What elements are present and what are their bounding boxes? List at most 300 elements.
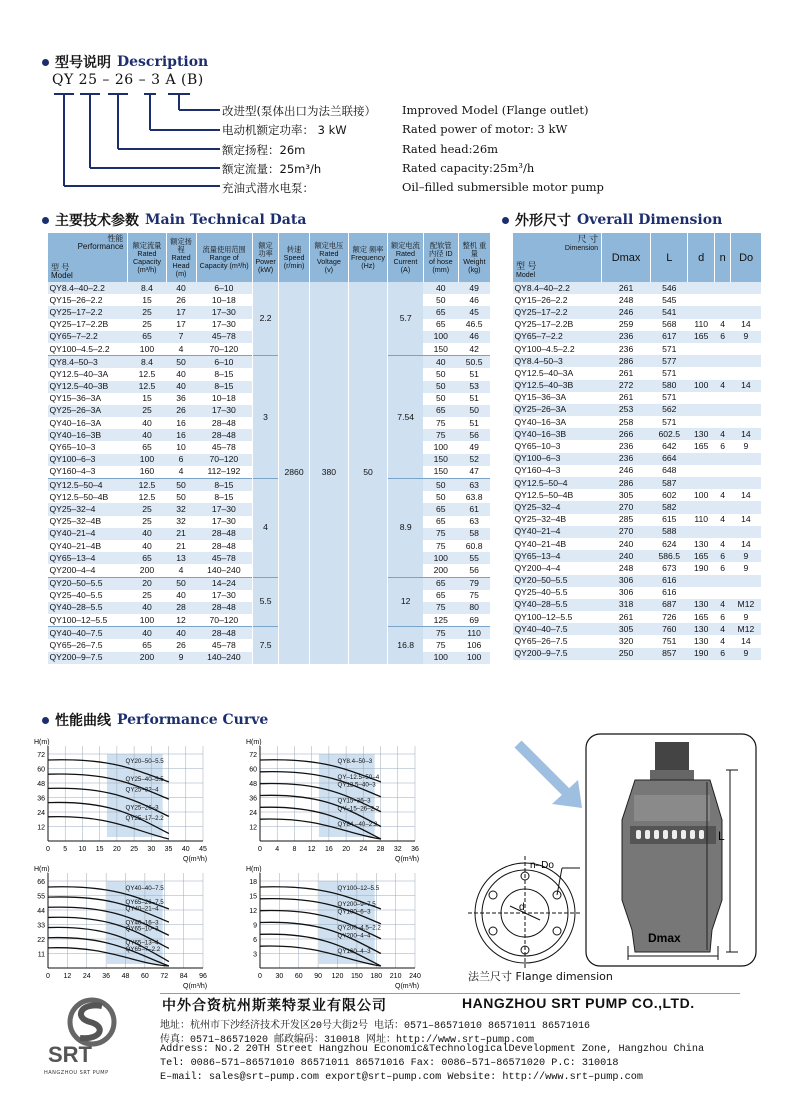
perf-cn: 性能 (107, 234, 124, 243)
y-tick-label: 72 (249, 752, 257, 759)
current-cell: 12 (387, 577, 423, 627)
table-cell: 568 (651, 319, 688, 331)
table-cell: 580 (651, 380, 688, 392)
table-cell: 8.4 (128, 282, 166, 294)
table-cell: 14–24 (196, 577, 252, 590)
table-cell: 14 (731, 319, 761, 331)
current-cell: 8.9 (387, 479, 423, 578)
table-cell: 46 (458, 294, 490, 306)
table-cell: QY25–32–4 (513, 501, 602, 513)
table-cell: QY160–4–3 (48, 466, 128, 479)
table-cell: 45 (458, 306, 490, 318)
table-cell: 40 (128, 540, 166, 552)
table-cell: 270 (602, 526, 651, 538)
y-tick-label: 60 (249, 766, 257, 774)
table-cell: 40 (128, 627, 166, 640)
y-tick-label: 60 (37, 766, 45, 774)
curve-label: QY–15–26–2.2 (337, 805, 380, 813)
table-cell: QY40–16–3A (48, 417, 128, 429)
table-cell: 236 (602, 453, 651, 465)
table-cell (715, 501, 731, 513)
table-cell (715, 416, 731, 428)
table-cell: 4 (715, 514, 731, 526)
main-data-heading (42, 210, 306, 230)
table-cell: 65 (423, 577, 458, 590)
dimension-table-wrap (512, 233, 761, 660)
y-tick-label: 12 (249, 908, 257, 915)
table-cell: 306 (602, 575, 651, 587)
table-cell (688, 343, 715, 355)
table-cell: M12 (731, 599, 761, 611)
table-cell (731, 587, 761, 599)
table-cell (731, 355, 761, 367)
table-cell: 6 (166, 454, 196, 466)
table-cell: 577 (651, 355, 688, 367)
table-cell: 17–30 (196, 405, 252, 417)
table-cell: 586.5 (651, 550, 688, 562)
desc-line-5: 充油式潜水电泵： (222, 181, 314, 195)
table-cell (688, 501, 715, 513)
col-hose: 配软管 内径 ID of hose (mm) (423, 233, 458, 282)
table-cell: 571 (651, 367, 688, 379)
dim-model-label (516, 262, 537, 280)
table-cell (715, 465, 731, 477)
curve-label: QY200–9–7.5 (337, 900, 376, 908)
x-tick-label: 15 (95, 846, 104, 853)
main-data-table (47, 233, 490, 664)
col-current: 额定电流 Rated Current (A) (387, 233, 423, 282)
table-row (513, 465, 762, 477)
table-cell: 266 (602, 428, 651, 440)
dim-model-cn: 型 号 (516, 261, 537, 271)
col-weight: 整机 重量 Weight (kg) (458, 233, 490, 282)
x-tick-label: 4 (275, 846, 280, 853)
table-cell: 53 (458, 381, 490, 393)
table-cell: 100 (423, 652, 458, 664)
table-cell: 17–30 (196, 590, 252, 602)
table-cell: 110 (688, 319, 715, 331)
y-tick-label: 24 (249, 810, 257, 817)
x-tick-label: 24 (359, 846, 368, 853)
table-cell: 125 (423, 614, 458, 627)
table-cell: 286 (602, 355, 651, 367)
table-cell: 190 (688, 648, 715, 660)
x-tick-label: 210 (389, 973, 402, 980)
x-tick-label: 32 (393, 846, 402, 853)
y-tick-label: 24 (37, 810, 45, 817)
table-cell: 760 (651, 623, 688, 635)
x-tick-label: 16 (324, 846, 333, 853)
col-d: d (688, 233, 715, 282)
table-cell: 9 (731, 562, 761, 574)
footer-line-3: Address: No.2 20TH Street Hangzhou Economic&TechnologicalDevelopment Zone, Hangzhou China (160, 1044, 705, 1055)
table-cell: 673 (651, 562, 688, 574)
table-cell: QY8.4–40–2.2 (513, 282, 602, 294)
table-cell: QY25–32–4 (48, 503, 128, 515)
table-cell: QY25–17–2.2B (513, 319, 602, 331)
table-cell (731, 501, 761, 513)
table-cell: 52 (458, 454, 490, 466)
x-tick-label: 180 (370, 973, 383, 980)
table-row (513, 526, 762, 538)
table-cell: 165 (688, 550, 715, 562)
table-cell (688, 575, 715, 587)
table-cell: 110 (458, 627, 490, 640)
y-tick-label: 11 (37, 951, 45, 959)
curve-label: QY25–26–3 (125, 804, 159, 812)
table-cell (715, 477, 731, 489)
table-row (513, 587, 762, 599)
table-cell: 40 (166, 381, 196, 393)
table-cell: 100 (688, 380, 715, 392)
table-cell: 75 (423, 417, 458, 429)
size-label (565, 235, 598, 253)
table-cell: QY12.5–40–3A (48, 368, 128, 380)
col-n: n (715, 233, 731, 282)
curve-title-en: Performance Curve (117, 712, 269, 728)
table-row (513, 404, 762, 416)
desc-line-3: 额定扬程：26m (222, 143, 306, 157)
table-cell: 10–18 (196, 393, 252, 405)
x-tick-label: 12 (63, 973, 72, 980)
table-cell: 12.5 (128, 368, 166, 380)
table-cell (688, 465, 715, 477)
curve-label: QY20–50–5.5 (125, 758, 164, 765)
table-cell: QY40–16–3B (48, 429, 128, 441)
table-cell (715, 306, 731, 318)
curve-label: QY40–16–3 (125, 919, 159, 927)
dim-corner-header (513, 233, 602, 282)
description-title-cn: 型号说明 (55, 55, 111, 71)
table-cell: QY100–12–5.5 (48, 614, 128, 627)
table-row (513, 611, 762, 623)
table-cell: QY40–21–4 (48, 528, 128, 540)
table-row (513, 294, 762, 306)
table-cell: 664 (651, 453, 688, 465)
table-cell: 12.5 (128, 479, 166, 492)
table-cell: QY100–4.5–2.2 (48, 343, 128, 356)
y-tick-label: 12 (249, 824, 257, 832)
table-cell: 14 (731, 635, 761, 647)
table-cell: 285 (602, 514, 651, 526)
table-cell: 50 (423, 393, 458, 405)
footer-line-2: 传真：0571–86571020 邮政编码：310018 网址：http://www.srt–pump.com (160, 1035, 535, 1046)
table-cell: 79 (458, 577, 490, 590)
model-code-bracket-lines (52, 88, 222, 193)
y-tick-label: 48 (249, 781, 257, 788)
y-tick-label: 18 (249, 879, 257, 886)
table-cell: 60.8 (458, 540, 490, 552)
x-tick-label: 90 (314, 973, 323, 980)
table-cell: 45–78 (196, 552, 252, 564)
table-cell (688, 587, 715, 599)
table-cell: 130 (688, 538, 715, 550)
table-cell: 4 (715, 380, 731, 392)
x-tick-label: 40 (181, 846, 190, 853)
table-cell: 4 (715, 599, 731, 611)
table-cell: QY12.5–40–3B (513, 380, 602, 392)
table-cell: 165 (688, 611, 715, 623)
table-cell: 259 (602, 319, 651, 331)
table-cell: 571 (651, 343, 688, 355)
table-cell: QY65–7–2.2 (48, 331, 128, 343)
table-cell: 200 (128, 652, 166, 664)
q-axis-label: Q(m³/h) (395, 983, 420, 990)
main-data-title-cn: 主要技术参数 (55, 213, 139, 229)
table-row (513, 599, 762, 611)
x-tick-label: 24 (82, 973, 91, 980)
x-tick-label: 48 (121, 973, 130, 980)
table-cell: 14 (731, 380, 761, 392)
y-tick-label: 36 (37, 795, 45, 803)
table-cell: 51 (458, 368, 490, 380)
table-cell: 28 (166, 602, 196, 614)
table-row (513, 367, 762, 379)
table-cell: 46.5 (458, 319, 490, 331)
desc-en-3: Rated head:26m (402, 142, 499, 156)
table-cell: QY40–28–5.5 (513, 599, 602, 611)
table-cell (688, 306, 715, 318)
table-cell: 15 (128, 294, 166, 306)
table-cell: 6 (715, 611, 731, 623)
x-tick-label: 72 (160, 973, 169, 980)
perf-en: Performance (77, 242, 124, 251)
table-cell: QY40–21–4B (48, 540, 128, 552)
x-tick-label: 35 (164, 846, 173, 853)
table-cell: 50 (166, 356, 196, 369)
table-row (513, 380, 762, 392)
table-cell: QY8.4–50–3 (513, 355, 602, 367)
table-cell: 45–78 (196, 639, 252, 651)
table-cell: 6 (715, 331, 731, 343)
table-cell: QY25–32–4B (513, 514, 602, 526)
table-cell: 21 (166, 540, 196, 552)
table-cell: 13 (166, 552, 196, 564)
table-cell: 63 (458, 479, 490, 492)
table-cell: 320 (602, 635, 651, 647)
table-cell (715, 404, 731, 416)
table-cell: 541 (651, 306, 688, 318)
table-cell (731, 367, 761, 379)
table-cell: 20 (128, 577, 166, 590)
curve-label: QY100–12–5.5 (337, 885, 380, 892)
table-cell: 50 (423, 294, 458, 306)
flange-and-pump-drawing (470, 730, 770, 990)
table-cell: 17 (166, 306, 196, 318)
table-cell: 80 (458, 602, 490, 614)
table-cell: 562 (651, 404, 688, 416)
table-cell: 75 (423, 429, 458, 441)
table-cell: 4 (715, 319, 731, 331)
y-tick-label: 22 (37, 937, 45, 944)
table-row (513, 355, 762, 367)
table-cell (688, 416, 715, 428)
h-axis-label: H(m) (34, 739, 50, 746)
table-cell: 63 (458, 516, 490, 528)
table-cell: QY8.4–40–2.2 (48, 282, 128, 294)
x-tick-label: 0 (46, 846, 50, 853)
col-l: L (651, 233, 688, 282)
table-cell: 14 (731, 514, 761, 526)
table-cell: 4 (166, 564, 196, 577)
table-cell: 261 (602, 282, 651, 294)
table-cell: 270 (602, 501, 651, 513)
desc-line-1 (222, 103, 376, 119)
table-cell: 65 (128, 639, 166, 651)
x-tick-label: 8 (292, 846, 297, 853)
srt-logo-icon (40, 996, 150, 1066)
y-tick-label: 33 (37, 922, 45, 930)
table-cell: 318 (602, 599, 651, 611)
table-cell: 8–15 (196, 491, 252, 503)
table-cell: 546 (651, 282, 688, 294)
current-cell: 5.7 (387, 282, 423, 356)
curve-label: QY65–26–7.5 (125, 899, 164, 907)
table-cell: QY8.4–50–3 (48, 356, 128, 369)
srt-logo (40, 996, 150, 1086)
table-cell: QY100–12–5.5 (513, 611, 602, 623)
table-cell: 6 (715, 648, 731, 660)
table-cell: 286 (602, 477, 651, 489)
table-cell: 58 (458, 528, 490, 540)
table-cell: 75 (423, 639, 458, 651)
footer-line-1: 地址：杭州市下沙经济技术开发区20号大街2号 电话：0571–86571010 86571011 86571016 (160, 1021, 591, 1032)
table-cell: 100 (128, 454, 166, 466)
table-cell: 9 (731, 331, 761, 343)
table-cell: 8.4 (128, 356, 166, 369)
table-row (513, 575, 762, 587)
table-cell: 25 (128, 516, 166, 528)
y-tick-label: 55 (37, 893, 45, 901)
performance-curves (34, 728, 450, 990)
table-cell: 642 (651, 440, 688, 452)
table-cell: QY25–17–2.2 (513, 306, 602, 318)
table-cell: 40 (166, 627, 196, 640)
footer-line-5: E–mail: sales@srt–pump.com export@srt–pump.com Website: http://www.srt–pump.com (160, 1072, 643, 1083)
table-row (48, 282, 491, 294)
curve-label: QY65–10–3 (125, 925, 159, 933)
table-cell: 140–240 (196, 564, 252, 577)
table-cell: 46 (458, 331, 490, 343)
desc-line-2: 电动机额定功率： 3 kW (222, 123, 347, 137)
table-cell: QY65–10–3 (48, 441, 128, 453)
table-row (513, 648, 762, 660)
table-cell: 75 (423, 602, 458, 614)
curve-label: QY200–4.5–2.2 (337, 924, 381, 932)
table-cell: 4 (715, 489, 731, 501)
table-cell: 17–30 (196, 319, 252, 331)
table-cell: 165 (688, 331, 715, 343)
table-cell: 65 (423, 503, 458, 515)
voltage-cell: 380 (309, 282, 348, 664)
table-cell: 250 (602, 648, 651, 660)
table-cell: QY25–32–4B (48, 516, 128, 528)
table-cell: 50 (423, 368, 458, 380)
desc-line-4: 额定流量：25m³/h (222, 162, 322, 176)
current-cell: 16.8 (387, 627, 423, 664)
curve-title-cn: 性能曲线 (55, 713, 111, 729)
table-cell: QY40–21–4B (513, 538, 602, 550)
curve-label: QY65–7–2.2 (125, 945, 161, 953)
table-cell: 616 (651, 587, 688, 599)
table-cell: QY100–4.5–2.2 (513, 343, 602, 355)
table-cell: 4 (715, 428, 731, 440)
table-cell: 65 (423, 306, 458, 318)
dim-model-en: Model (516, 272, 536, 279)
table-cell: 100 (128, 343, 166, 356)
table-cell: 571 (651, 392, 688, 404)
model-label (51, 264, 73, 280)
table-cell: 100 (688, 489, 715, 501)
y-tick-label: 3 (253, 951, 257, 959)
col-head: 额定扬程 Rated Head (m) (166, 233, 196, 282)
table-cell: 8–15 (196, 479, 252, 492)
table-cell: 602 (651, 489, 688, 501)
brand-sub: HANGZHOU SRT PUMP (44, 1070, 109, 1076)
table-cell: QY12.5–50–4B (513, 489, 602, 501)
table-cell: 9 (731, 648, 761, 660)
col-capacity: 额定流量 Rated Capacity (m³/h) (128, 233, 166, 282)
table-cell: 258 (602, 416, 651, 428)
curve-label: QY12.5–40–3 (337, 781, 376, 789)
table-cell: 26 (166, 405, 196, 417)
col-do: Do (731, 233, 761, 282)
table-cell: 4 (166, 343, 196, 356)
current-cell: 7.54 (387, 356, 423, 479)
x-tick-label: 0 (46, 973, 50, 980)
company-cn: 中外合资杭州斯莱特泵业有限公司 (162, 998, 387, 1014)
table-cell: 10 (166, 441, 196, 453)
table-cell (731, 404, 761, 416)
table-cell: 21 (166, 528, 196, 540)
table-cell: 50 (166, 491, 196, 503)
table-cell (688, 392, 715, 404)
table-cell: 130 (688, 623, 715, 635)
bullet-icon (502, 217, 509, 224)
table-cell: QY65–26–7.5 (513, 635, 602, 647)
table-cell: QY200–4–4 (48, 564, 128, 577)
curve-label: QY25–40–5.5 (125, 776, 164, 784)
speed-cell: 2860 (279, 282, 309, 664)
table-cell: 248 (602, 294, 651, 306)
table-cell: 14 (731, 489, 761, 501)
table-cell: 140–240 (196, 652, 252, 664)
table-cell: 28–48 (196, 540, 252, 552)
table-cell: 17–30 (196, 516, 252, 528)
desc-cn: 改进型(泵体出口为法兰联接） (222, 104, 376, 118)
table-cell: 261 (602, 392, 651, 404)
table-cell: 253 (602, 404, 651, 416)
table-cell (731, 282, 761, 294)
table-cell: QY25–26–3A (513, 404, 602, 416)
table-cell: 25 (128, 590, 166, 602)
table-cell: 25 (128, 405, 166, 417)
table-cell (715, 294, 731, 306)
table-cell: 65 (423, 516, 458, 528)
table-cell: 165 (688, 440, 715, 452)
curve-label: QY160–4–3 (337, 948, 371, 956)
table-cell: 545 (651, 294, 688, 306)
curve-label: QY–12.5–50–4 (337, 773, 380, 781)
table-cell (688, 367, 715, 379)
table-cell: 10–18 (196, 294, 252, 306)
table-cell: 110 (688, 514, 715, 526)
flange-caption: 法兰尺寸 Flange dimension (468, 970, 613, 983)
table-row (513, 501, 762, 513)
table-cell (715, 587, 731, 599)
table-cell: 150 (423, 343, 458, 356)
table-cell: 12.5 (128, 491, 166, 503)
